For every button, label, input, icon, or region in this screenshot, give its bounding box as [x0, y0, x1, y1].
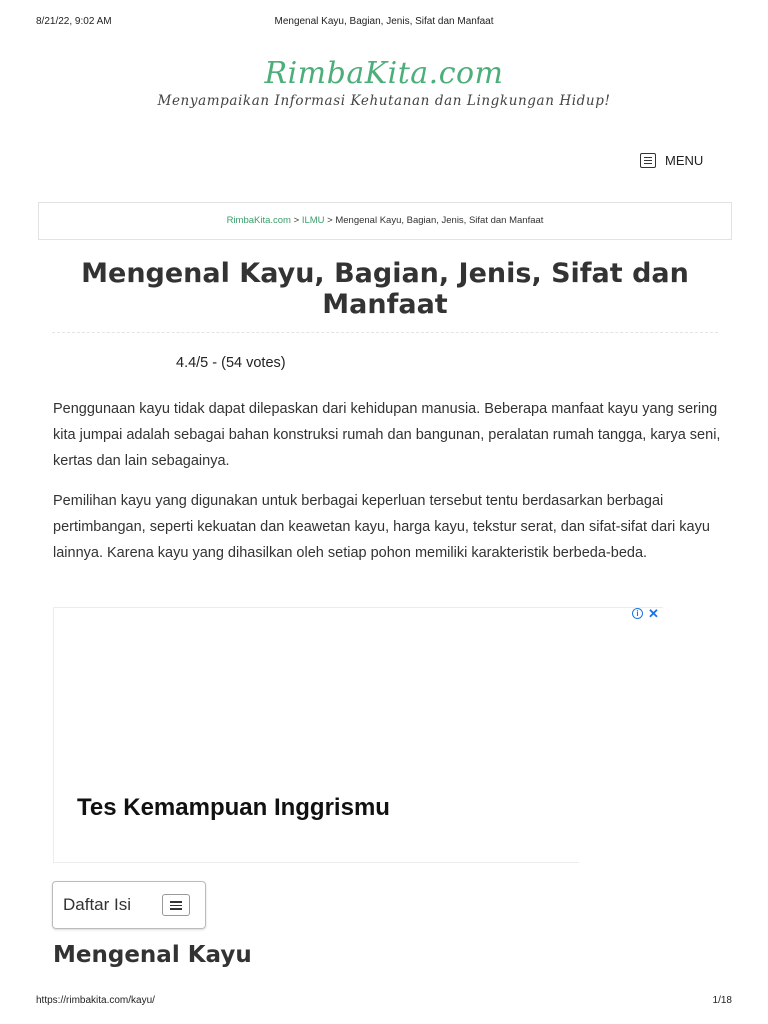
- breadcrumb: [38, 202, 732, 240]
- print-page-number: 1/18: [712, 995, 732, 1006]
- print-datetime: 8/21/22, 9:02 AM: [36, 16, 112, 27]
- breadcrumb-separator: >: [290, 215, 302, 226]
- print-header: [36, 16, 732, 30]
- breadcrumb-category-link[interactable]: ILMU: [301, 215, 325, 226]
- ad-headline[interactable]: Tes Kemampuan Inggrismu: [77, 794, 390, 821]
- page-title: Mengenal Kayu, Bagian, Jenis, Sifat dan Manfaat: [81, 258, 689, 320]
- table-of-contents[interactable]: [52, 881, 206, 929]
- article-paragraph: Pemilihan kayu yang digunakan untuk berbagai keperluan tersebut tentu berdasarkan berbagai pertimbangan, seperti kekuatan dan keawetan kayu, harga kayu, tekstur serat, dan sifat-sifat dari kayu lainnya. Karena kayu yang dihasilkan oleh setiap pohon memiliki karakteristik berbeda-beda.: [53, 493, 710, 561]
- ad-controls: [632, 607, 659, 620]
- menu-label: MENU: [665, 152, 704, 168]
- print-url: https://rimbakita.com/kayu/: [36, 995, 155, 1006]
- print-document-title: Mengenal Kayu, Bagian, Jenis, Sifat dan Manfaat: [274, 16, 494, 27]
- list-toggle-icon[interactable]: [162, 894, 190, 916]
- breadcrumb-separator: >: [324, 215, 336, 226]
- breadcrumb-current: Mengenal Kayu, Bagian, Jenis, Sifat dan Manfaat: [335, 215, 544, 226]
- info-icon[interactable]: i: [632, 608, 643, 619]
- site-logo[interactable]: RimbaKita.com: [264, 56, 504, 91]
- menu-button[interactable]: [640, 150, 703, 170]
- advertisement[interactable]: [53, 607, 663, 863]
- title-divider: [52, 332, 718, 333]
- menu-icon: [640, 153, 656, 168]
- article-rating[interactable]: 4.4/5 - (54 votes): [176, 355, 286, 371]
- toc-label: Daftar Isi: [63, 895, 132, 914]
- site-tagline: Menyampaikan Informasi Kehutanan dan Lingkungan Hidup!: [157, 93, 611, 109]
- section-heading: Mengenal Kayu: [53, 942, 252, 968]
- close-icon[interactable]: ✕: [648, 606, 659, 621]
- article-paragraph: Penggunaan kayu tidak dapat dilepaskan dari kehidupan manusia. Beberapa manfaat kayu yang sering kita jumpai adalah sebagai bahan konstruksi rumah dan bangunan, peralatan rumah tangga, karya seni, kertas dan lain sebagainya.: [53, 401, 721, 469]
- breadcrumb-home-link[interactable]: RimbaKita.com: [226, 215, 291, 226]
- print-footer: [36, 995, 732, 1009]
- ad-border: [53, 862, 579, 863]
